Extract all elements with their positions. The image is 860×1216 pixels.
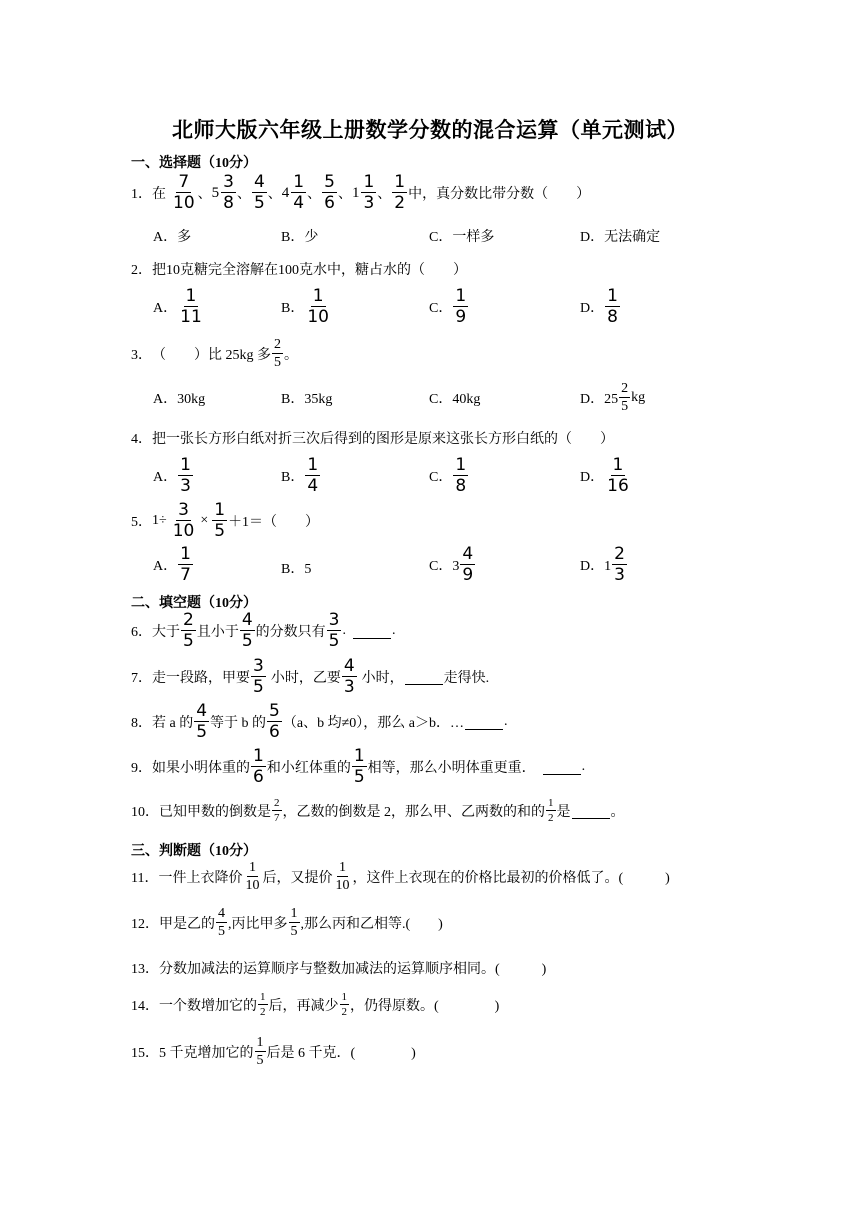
question-number: 13．	[131, 962, 159, 977]
question-text: ，仍得原数。( )	[350, 999, 500, 1014]
fraction: 1 3	[180, 455, 191, 496]
question-text: （a、b 均≠0），那么 a＞b．…	[282, 716, 464, 731]
separator: 、	[337, 187, 352, 202]
option-b[interactable]: B．5	[281, 562, 312, 577]
question-text: 大于	[152, 625, 180, 640]
question-number: 12．	[131, 917, 159, 932]
question-number: 8．	[131, 716, 152, 731]
question-number: 4．	[131, 432, 152, 447]
section-heading-choice: 一、选择题（10分）	[131, 156, 257, 171]
question-text: 是	[556, 805, 571, 820]
fraction: 2 7	[274, 797, 280, 824]
question-text: 在	[152, 187, 166, 202]
fraction: 1 6	[253, 746, 264, 787]
question-number: 11．	[131, 871, 159, 886]
question-text: 后，再减少	[268, 999, 339, 1014]
question-4	[131, 428, 614, 448]
question-text: 已知甲数的倒数是	[159, 805, 271, 820]
option-b[interactable]	[281, 457, 321, 495]
question-text: 一件上衣降价	[158, 871, 243, 886]
fraction: 4 5	[196, 701, 208, 742]
question-number: 5．	[131, 515, 152, 530]
option-label: C．	[429, 301, 453, 316]
fraction: 1 10	[335, 860, 350, 893]
question-text: （ ）比 25kg 多	[152, 348, 271, 363]
option-c[interactable]	[429, 546, 476, 584]
option-d[interactable]	[580, 288, 621, 326]
fraction: 4 5	[218, 906, 225, 939]
fraction: 1 9	[455, 286, 467, 327]
option-c[interactable]: C．一样多	[429, 230, 495, 245]
question-text: 分数加减法的运算顺序与整数加减法的运算顺序相同。( )	[159, 962, 547, 977]
question-number: 1．	[131, 187, 152, 202]
option-a[interactable]: A．多	[153, 230, 192, 245]
option-c[interactable]	[429, 457, 469, 495]
option-d[interactable]	[580, 457, 632, 495]
fraction: 1 10	[307, 286, 329, 327]
question-text: .	[342, 623, 346, 638]
question-text: 中，真分数比带分数（ ）	[408, 187, 591, 202]
question-text: 把一张长方形白纸对折三次后得到的图形是原来这张长方形白纸的（ ）	[152, 432, 614, 447]
fraction: 1 10	[245, 860, 260, 893]
option-label: D．	[580, 470, 605, 485]
option-a[interactable]	[153, 546, 194, 584]
question-text: 如果小明体重的	[152, 761, 250, 776]
question-number: 9．	[131, 761, 152, 776]
fraction: 5 6	[324, 172, 335, 213]
fraction-list	[170, 174, 408, 212]
fraction: 1 3	[363, 172, 375, 213]
whole-number: 4	[281, 184, 290, 201]
separator: 、	[267, 187, 282, 202]
question-10	[131, 798, 625, 824]
question-8	[131, 703, 508, 741]
fraction: $\frac{1}{5}$	[214, 500, 226, 541]
fraction: 1 4	[307, 455, 319, 496]
fraction: 4 9	[462, 544, 474, 585]
fraction: 1 5	[256, 1035, 264, 1068]
fraction: 1 2	[341, 991, 347, 1018]
fraction: 4 3	[343, 656, 355, 697]
question-text: 后是 6 千克．( )	[266, 1046, 416, 1061]
question-text: .	[391, 623, 396, 638]
fraction: 4 5	[241, 610, 253, 651]
fraction: 1 11	[180, 286, 202, 327]
option-a[interactable]	[153, 288, 205, 326]
question-3	[131, 338, 298, 370]
question-text: 1÷	[152, 513, 167, 528]
fraction: 3 5	[328, 610, 340, 651]
question-text: 小时，	[361, 671, 404, 686]
question-text: ＋1＝（ ）	[228, 515, 320, 530]
option-b[interactable]: B．少	[281, 230, 319, 245]
fraction: 2 5	[183, 610, 194, 651]
option-c[interactable]: C．40kg	[429, 392, 481, 407]
fraction: 4 5	[253, 172, 265, 213]
option-b[interactable]	[281, 288, 332, 326]
fraction: 1 16	[607, 455, 629, 496]
option-label: A．	[153, 559, 178, 574]
option-b[interactable]: B．35kg	[281, 392, 333, 407]
question-5	[131, 502, 319, 540]
unit-label: kg	[631, 390, 646, 405]
question-text: 若 a 的	[152, 716, 194, 731]
fraction-item	[282, 174, 307, 212]
question-text: 走一段路，甲要	[152, 671, 250, 686]
question-1	[131, 174, 590, 212]
section-heading-judge: 三、判断题（10分）	[131, 844, 257, 859]
option-a[interactable]: A．30kg	[153, 392, 206, 407]
question-number: 15．	[131, 1046, 159, 1061]
separator: 、	[307, 187, 322, 202]
section-heading-fill: 二、填空题（10分）	[131, 596, 257, 611]
question-text: .	[504, 714, 508, 729]
fraction: 3 5	[253, 656, 264, 697]
separator: 、	[377, 187, 392, 202]
whole-number: 1	[351, 184, 360, 201]
option-c[interactable]	[429, 288, 469, 326]
question-text: 且小于	[196, 625, 239, 640]
fraction: 1 4	[293, 172, 305, 213]
fraction-item	[391, 174, 408, 212]
whole-number: 5	[211, 184, 220, 201]
question-text: 后，又提价	[262, 871, 333, 886]
question-2	[131, 259, 467, 279]
question-7	[131, 658, 489, 696]
question-15	[131, 1036, 416, 1068]
fraction: 2 5	[621, 381, 629, 414]
answer-blank[interactable]	[465, 715, 503, 730]
question-number: 2．	[131, 263, 152, 278]
question-number: 3．	[131, 348, 152, 363]
operator: ×	[200, 513, 209, 528]
option-d[interactable]: D．无法确定	[580, 230, 661, 245]
question-text: 。	[284, 348, 298, 363]
answer-blank[interactable]	[543, 760, 581, 775]
question-text: 一个数增加它的	[159, 999, 257, 1014]
fraction: 7 10	[173, 172, 195, 213]
fraction: 1 8	[455, 455, 467, 496]
option-a[interactable]	[153, 457, 194, 495]
fraction-item	[321, 174, 338, 212]
question-14	[131, 992, 499, 1018]
fraction-item	[170, 174, 198, 212]
question-number: 14．	[131, 999, 159, 1014]
fraction: 1 8	[607, 286, 618, 327]
question-text: 的分数只有	[255, 625, 326, 640]
answer-blank[interactable]	[353, 624, 391, 639]
separator: 、	[236, 187, 251, 202]
question-13	[131, 958, 546, 978]
option-label: A．	[153, 301, 178, 316]
question-number: 6．	[131, 625, 152, 640]
question-text: 5 千克增加它的	[159, 1046, 254, 1061]
fraction-item	[251, 174, 268, 212]
question-text: ，这件上衣现在的价格比最初的价格低了。( )	[352, 871, 670, 886]
fraction: 2 5	[274, 337, 281, 370]
question-text: ，乙数的倒数是 2，那么甲、乙两数的和的	[282, 805, 545, 820]
question-text: .	[581, 759, 586, 774]
question-text: 。	[610, 805, 625, 820]
fraction: 2 3	[614, 544, 625, 585]
fraction: 3 8	[223, 172, 234, 213]
question-12	[131, 907, 443, 939]
page-title: 北师大版六年级上册数学分数的混合运算（单元测试）	[172, 118, 688, 142]
option-d[interactable]	[580, 382, 645, 414]
question-text: 等于 b 的	[210, 716, 267, 731]
option-label: D．1	[580, 559, 612, 574]
question-text: ,那么丙和乙相等.( )	[300, 917, 443, 932]
question-text: 把10克糖完全溶解在100克水中，糖占水的（ ）	[152, 263, 467, 278]
fraction: 1 2	[260, 991, 266, 1018]
question-text: 甲是乙的	[159, 917, 215, 932]
question-number: 7．	[131, 671, 152, 686]
fraction: 5 6	[269, 701, 280, 742]
question-9	[131, 748, 585, 786]
fraction: $\frac{3}{10}$	[172, 500, 195, 541]
fraction-item	[212, 174, 237, 212]
option-label: A．	[153, 470, 178, 485]
option-label: B．	[281, 470, 305, 485]
answer-blank[interactable]	[572, 804, 610, 819]
question-text: 走得快.	[443, 671, 490, 686]
fraction: 1 7	[180, 544, 191, 585]
question-text: ,丙比甲多	[228, 917, 288, 932]
fraction: 1 2	[394, 172, 406, 213]
separator: 、	[197, 187, 212, 202]
question-6	[131, 612, 395, 650]
question-number: 10．	[131, 805, 159, 820]
option-d[interactable]	[580, 546, 628, 584]
fraction: 1 5	[353, 746, 365, 787]
option-label: D．	[580, 301, 605, 316]
answer-blank[interactable]	[405, 670, 443, 685]
option-label: D．25	[580, 392, 619, 407]
question-text: 小时，乙要	[270, 671, 341, 686]
option-label: C．	[429, 470, 453, 485]
fraction: 1 5	[290, 906, 298, 939]
fraction-item	[352, 174, 377, 212]
option-label: C．3	[429, 559, 460, 574]
question-11	[131, 861, 670, 893]
option-label: B．	[281, 301, 305, 316]
question-text: 相等，那么小明体重更重．	[367, 761, 536, 776]
question-text: 和小红体重的	[266, 761, 351, 776]
fraction: 1 2	[548, 797, 554, 824]
